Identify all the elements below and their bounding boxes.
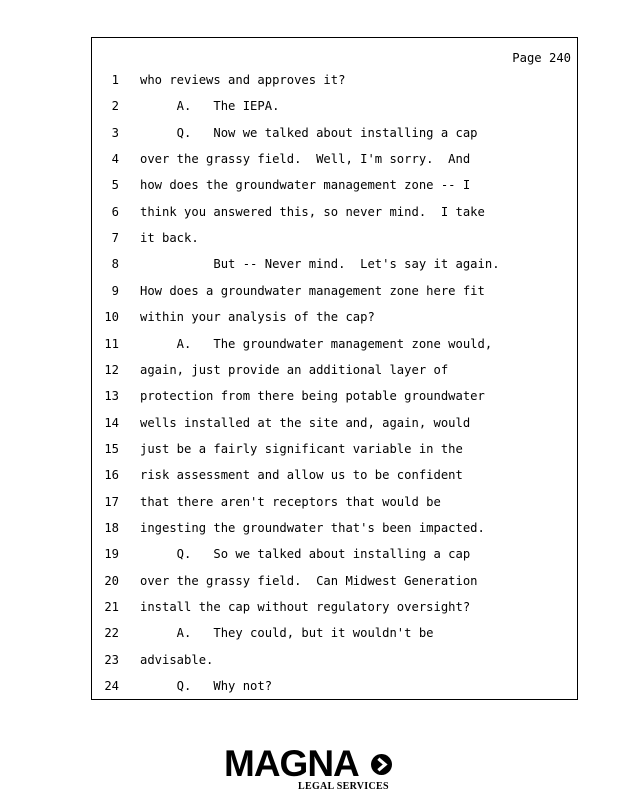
line-text: how does the groundwater management zone -- I [140, 178, 471, 193]
line-number: 23 [104, 652, 119, 667]
transcript-line [92, 495, 577, 515]
logo-wordmark: MAGNA [224, 743, 359, 784]
line-number: 5 [111, 178, 119, 193]
logo-subtitle: LEGAL SERVICES [298, 781, 389, 792]
transcript-line [92, 389, 577, 409]
transcript-line [92, 257, 577, 277]
line-number: 3 [111, 125, 119, 140]
transcript-line [92, 363, 577, 383]
line-text: A. They could, but it wouldn't be [140, 626, 434, 641]
line-text: Q. Why not? [140, 679, 273, 694]
line-number: 18 [104, 520, 119, 535]
line-number: 10 [104, 310, 119, 325]
line-number: 15 [104, 441, 119, 456]
line-text: How does a groundwater management zone here fit [140, 283, 485, 298]
transcript-line [92, 284, 577, 304]
line-number: 9 [111, 283, 119, 298]
transcript-line [92, 547, 577, 567]
line-text: over the grassy field. Can Midwest Generation [140, 573, 478, 588]
line-text: that there aren't receptors that would be [140, 494, 441, 509]
transcript-line [92, 600, 577, 620]
line-text: install the cap without regulatory oversight? [140, 600, 471, 614]
transcript-line [92, 310, 577, 330]
line-text: A. The groundwater management zone would, [140, 336, 493, 351]
line-text: just be a fairly significant variable in the [140, 441, 463, 456]
arrow-right-circle-icon [371, 754, 392, 775]
line-text: But -- Never mind. Let's say it again. [140, 257, 500, 272]
line-number: 4 [111, 152, 119, 167]
transcript-line [92, 152, 577, 172]
line-number: 14 [104, 415, 119, 430]
line-text: protection from there being potable groundwater [140, 389, 485, 404]
line-text: within your analysis of the cap? [140, 310, 375, 325]
line-text: over the grassy field. Well, I'm sorry. And [140, 152, 471, 167]
line-text: ingesting the groundwater that's been impacted. [140, 520, 485, 535]
transcript-line [92, 679, 577, 699]
line-number: 13 [104, 389, 119, 404]
line-number: 21 [104, 600, 119, 614]
transcript-line [92, 574, 577, 594]
transcript-line [92, 178, 577, 198]
line-text: advisable. [140, 652, 214, 667]
transcript-line [92, 416, 577, 436]
line-number: 19 [104, 547, 119, 562]
line-number: 7 [111, 231, 119, 246]
line-text: Q. So we talked about installing a cap [140, 547, 471, 562]
line-text: think you answered this, so never mind. I take [140, 204, 485, 219]
line-text: A. The IEPA. [140, 99, 280, 114]
line-text: risk assessment and allow us to be confident [140, 468, 463, 483]
transcript-line [92, 337, 577, 357]
transcript-line [92, 73, 577, 93]
line-number: 2 [111, 99, 119, 114]
line-number: 24 [104, 679, 119, 694]
line-text: Q. Now we talked about installing a cap [140, 125, 478, 140]
line-text: wells installed at the site and, again, would [140, 415, 471, 430]
line-number: 22 [104, 626, 119, 641]
transcript-line [92, 205, 577, 225]
line-text: who reviews and approves it? [140, 73, 346, 87]
transcript-line [92, 521, 577, 541]
transcript-line [92, 126, 577, 146]
line-number: 6 [111, 204, 119, 219]
line-number: 8 [111, 257, 119, 272]
line-number: 1 [111, 73, 119, 87]
line-number: 17 [104, 494, 119, 509]
line-number: 20 [104, 573, 119, 588]
transcript-line [92, 626, 577, 646]
transcript-line [92, 468, 577, 488]
line-number: 12 [104, 362, 119, 377]
line-text: again, just provide an additional layer of [140, 362, 449, 377]
transcript-line [92, 653, 577, 673]
transcript-page [91, 37, 578, 700]
line-text: it back. [140, 231, 199, 246]
magna-logo [224, 744, 396, 794]
transcript-line [92, 99, 577, 119]
transcript-line [92, 231, 577, 251]
transcript-line [92, 442, 577, 462]
line-number: 16 [104, 468, 119, 483]
page-number: Page 240 [512, 51, 571, 65]
line-number: 11 [104, 336, 119, 351]
